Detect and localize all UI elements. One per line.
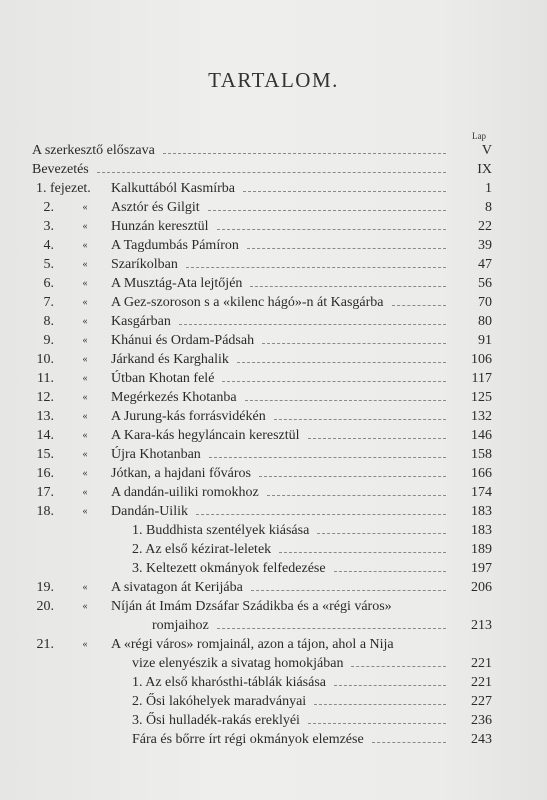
- chapter-title: Asztór és Gilgit: [111, 200, 200, 215]
- chapter-title: A Musztág-Ata lejtőjén: [111, 276, 243, 291]
- dot-leader: [179, 324, 446, 325]
- page-number: 197: [471, 561, 492, 576]
- ditto-mark: «: [82, 297, 88, 308]
- toc-entry: [32, 369, 492, 388]
- ditto-mark: «: [82, 601, 88, 612]
- page-column-label: Lap: [472, 131, 486, 141]
- page-number: 117: [471, 371, 492, 386]
- dot-leader: [245, 400, 446, 401]
- toc-entry: [32, 464, 492, 483]
- page-number: 236: [471, 713, 492, 728]
- chapter-number: 2.: [43, 200, 54, 215]
- chapter-number: 17.: [36, 485, 54, 500]
- page-number: 221: [471, 656, 492, 671]
- ditto-mark: «: [82, 373, 88, 384]
- page-number: IX: [477, 162, 492, 177]
- page-number: 1: [485, 181, 492, 196]
- toc-entry: [32, 483, 492, 502]
- chapter-number: 3.: [43, 219, 54, 234]
- toc-entry: [32, 673, 492, 692]
- dot-leader: [317, 533, 446, 534]
- chapter-title: A dandán-uiliki romokhoz: [111, 485, 259, 500]
- chapter-title: Kasgárban: [111, 314, 171, 329]
- page-number: 158: [471, 447, 492, 462]
- chapter-number: 20.: [36, 599, 54, 614]
- toc-entry: [32, 730, 492, 749]
- dot-leader: [243, 191, 446, 192]
- ditto-mark: «: [82, 278, 88, 289]
- chapter-title: A Jurung-kás forrásvidékén: [111, 409, 266, 424]
- ditto-mark: «: [82, 449, 88, 460]
- chapter-title: Megérkezés Khotanba: [111, 390, 237, 405]
- toc-entry-continuation: [32, 654, 492, 673]
- page-number: 243: [471, 732, 492, 747]
- toc-entry: [32, 274, 492, 293]
- toc-entry: [32, 578, 492, 597]
- chapter-title: Fára és bőrre írt régi okmányok elemzése: [132, 732, 364, 747]
- page-number: 221: [471, 675, 492, 690]
- page-number: 70: [478, 295, 492, 310]
- chapter-title: 2. Az első kézirat-leletek: [132, 542, 272, 557]
- dot-leader: [163, 153, 446, 154]
- chapter-number: 8.: [43, 314, 54, 329]
- dot-leader: [222, 381, 446, 382]
- chapter-title: Dandán-Uilik: [111, 504, 188, 519]
- chapter-number: 13.: [36, 409, 54, 424]
- toc-entry: [32, 312, 492, 331]
- chapter-title: A Kara-kás hegyláncain keresztül: [111, 428, 300, 443]
- dot-leader: [251, 590, 446, 591]
- toc-entry: [32, 521, 492, 540]
- chapter-title: 3. Keltezett okmányok felfedezése: [132, 561, 326, 576]
- page-number: 213: [471, 618, 492, 633]
- toc-entry: [32, 255, 492, 274]
- chapter-number: 16.: [36, 466, 54, 481]
- dot-leader: [97, 172, 446, 173]
- chapter-title: A szerkesztő előszava: [32, 143, 155, 158]
- dot-leader: [208, 210, 446, 211]
- toc-entry: [32, 711, 492, 730]
- dot-leader: [334, 571, 446, 572]
- ditto-mark: «: [82, 487, 88, 498]
- page-number: 183: [471, 523, 492, 538]
- page-number: 174: [471, 485, 492, 500]
- dot-leader: [237, 362, 446, 363]
- toc-entry: [32, 692, 492, 711]
- ditto-mark: «: [82, 221, 88, 232]
- chapter-number: 18.: [36, 504, 54, 519]
- page-number: 206: [471, 580, 492, 595]
- page-number: 183: [471, 504, 492, 519]
- chapter-number: 21.: [36, 637, 54, 652]
- chapter-title: 2. Ősi lakóhelyek maradványai: [132, 694, 307, 709]
- page-number: 106: [471, 352, 492, 367]
- dot-leader: [217, 628, 446, 629]
- chapter-title: 3. Ősi hulladék-rakás ereklyéi: [132, 713, 300, 728]
- toc-entry: [32, 350, 492, 369]
- chapter-title: A Tagdumbás Pámíron: [111, 238, 239, 253]
- chapter-number: 6.: [43, 276, 54, 291]
- chapter-title: Járkand és Karghalik: [111, 352, 229, 367]
- toc-entry: [32, 597, 492, 616]
- page-number: 56: [478, 276, 492, 291]
- chapter-title: Bevezetés: [32, 162, 89, 177]
- chapter-number: 10.: [36, 352, 54, 367]
- chapter-title: Újra Khotanban: [111, 447, 201, 462]
- toc-entry-continuation: [32, 616, 492, 635]
- chapter-title: A Gez-szoroson s a «kilenc hágó»-n át Kasgárba: [111, 295, 384, 310]
- toc-entry: [32, 293, 492, 312]
- chapter-title-continuation: romjaihoz: [152, 618, 209, 633]
- dot-leader: [259, 476, 446, 477]
- ditto-mark: «: [82, 316, 88, 327]
- page-title: TARTALOM.: [208, 68, 339, 92]
- dot-leader: [334, 685, 446, 686]
- chapter-number: 12.: [36, 390, 54, 405]
- dot-leader: [247, 248, 446, 249]
- chapter-number: 1. fejezet.: [36, 181, 91, 196]
- toc-entry: [32, 179, 492, 198]
- chapter-title: Níján át Imám Dzsáfar Szádikba és a «régi város»: [111, 599, 392, 614]
- chapter-number: 5.: [43, 257, 54, 272]
- chapter-number: 11.: [37, 371, 54, 386]
- dot-leader: [392, 305, 446, 306]
- ditto-mark: «: [82, 354, 88, 365]
- page-number: 189: [471, 542, 492, 557]
- page-number: 91: [478, 333, 492, 348]
- dot-leader: [274, 419, 446, 420]
- dot-leader: [351, 666, 446, 667]
- toc-entry: [32, 141, 492, 160]
- chapter-title: A «régi város» romjainál, azon a tájon, ahol a Nija: [111, 637, 394, 652]
- toc-entry: [32, 198, 492, 217]
- dot-leader: [196, 514, 446, 515]
- chapter-number: 14.: [36, 428, 54, 443]
- chapter-title-continuation: vize elenyészik a sivatag homokjában: [132, 656, 344, 671]
- page-number: 47: [478, 257, 492, 272]
- dot-leader: [314, 704, 446, 705]
- chapter-number: 19.: [36, 580, 54, 595]
- toc-entry: [32, 635, 492, 654]
- ditto-mark: «: [82, 468, 88, 479]
- toc-entry: [32, 217, 492, 236]
- chapter-title: 1. Az első kharósthi-táblák kiásása: [132, 675, 327, 690]
- ditto-mark: «: [82, 392, 88, 403]
- page-number: 227: [471, 694, 492, 709]
- chapter-title: Szaríkolban: [111, 257, 178, 272]
- dot-leader: [308, 438, 446, 439]
- toc-entry: [32, 160, 492, 179]
- dot-leader: [372, 742, 446, 743]
- chapter-title: Kalkuttából Kasmírba: [111, 181, 236, 196]
- ditto-mark: «: [82, 430, 88, 441]
- toc-entry: [32, 445, 492, 464]
- dot-leader: [209, 457, 446, 458]
- ditto-mark: «: [82, 202, 88, 213]
- ditto-mark: «: [82, 639, 88, 650]
- toc-entry: [32, 388, 492, 407]
- ditto-mark: «: [82, 240, 88, 251]
- chapter-number: 7.: [43, 295, 54, 310]
- toc-entry: [32, 559, 492, 578]
- page-number: 146: [471, 428, 492, 443]
- toc-entry: [32, 426, 492, 445]
- dot-leader: [267, 495, 446, 496]
- toc-entry: [32, 502, 492, 521]
- chapter-number: 15.: [36, 447, 54, 462]
- dot-leader: [262, 343, 446, 344]
- page-number: 8: [485, 200, 492, 215]
- page-number: 39: [478, 238, 492, 253]
- dot-leader: [279, 552, 446, 553]
- toc-entry: [32, 407, 492, 426]
- ditto-mark: «: [82, 411, 88, 422]
- page-number: V: [481, 143, 492, 158]
- chapter-number: 4.: [43, 238, 54, 253]
- chapter-title: Jótkan, a hajdani főváros: [111, 466, 251, 481]
- dot-leader: [308, 723, 446, 724]
- page-number: 22: [478, 219, 492, 234]
- chapter-title: Hunzán keresztül: [111, 219, 209, 234]
- page-number: 132: [471, 409, 492, 424]
- dot-leader: [186, 267, 446, 268]
- toc-entry: [32, 331, 492, 350]
- ditto-mark: «: [82, 259, 88, 270]
- page-number: 80: [478, 314, 492, 329]
- page-number: 166: [471, 466, 492, 481]
- toc-entry: [32, 540, 492, 559]
- ditto-mark: «: [82, 582, 88, 593]
- ditto-mark: «: [82, 506, 88, 517]
- dot-leader: [217, 229, 446, 230]
- chapter-title: Útban Khotan felé: [111, 371, 215, 386]
- chapter-number: 9.: [43, 333, 54, 348]
- dot-leader: [250, 286, 446, 287]
- chapter-title: 1. Buddhista szentélyek kiásása: [132, 523, 310, 538]
- chapter-title: A sivatagon át Kerijába: [111, 580, 243, 595]
- toc-entry: [32, 236, 492, 255]
- chapter-title: Khánui és Ordam-Pádsah: [111, 333, 255, 348]
- ditto-mark: «: [82, 335, 88, 346]
- page-number: 125: [471, 390, 492, 405]
